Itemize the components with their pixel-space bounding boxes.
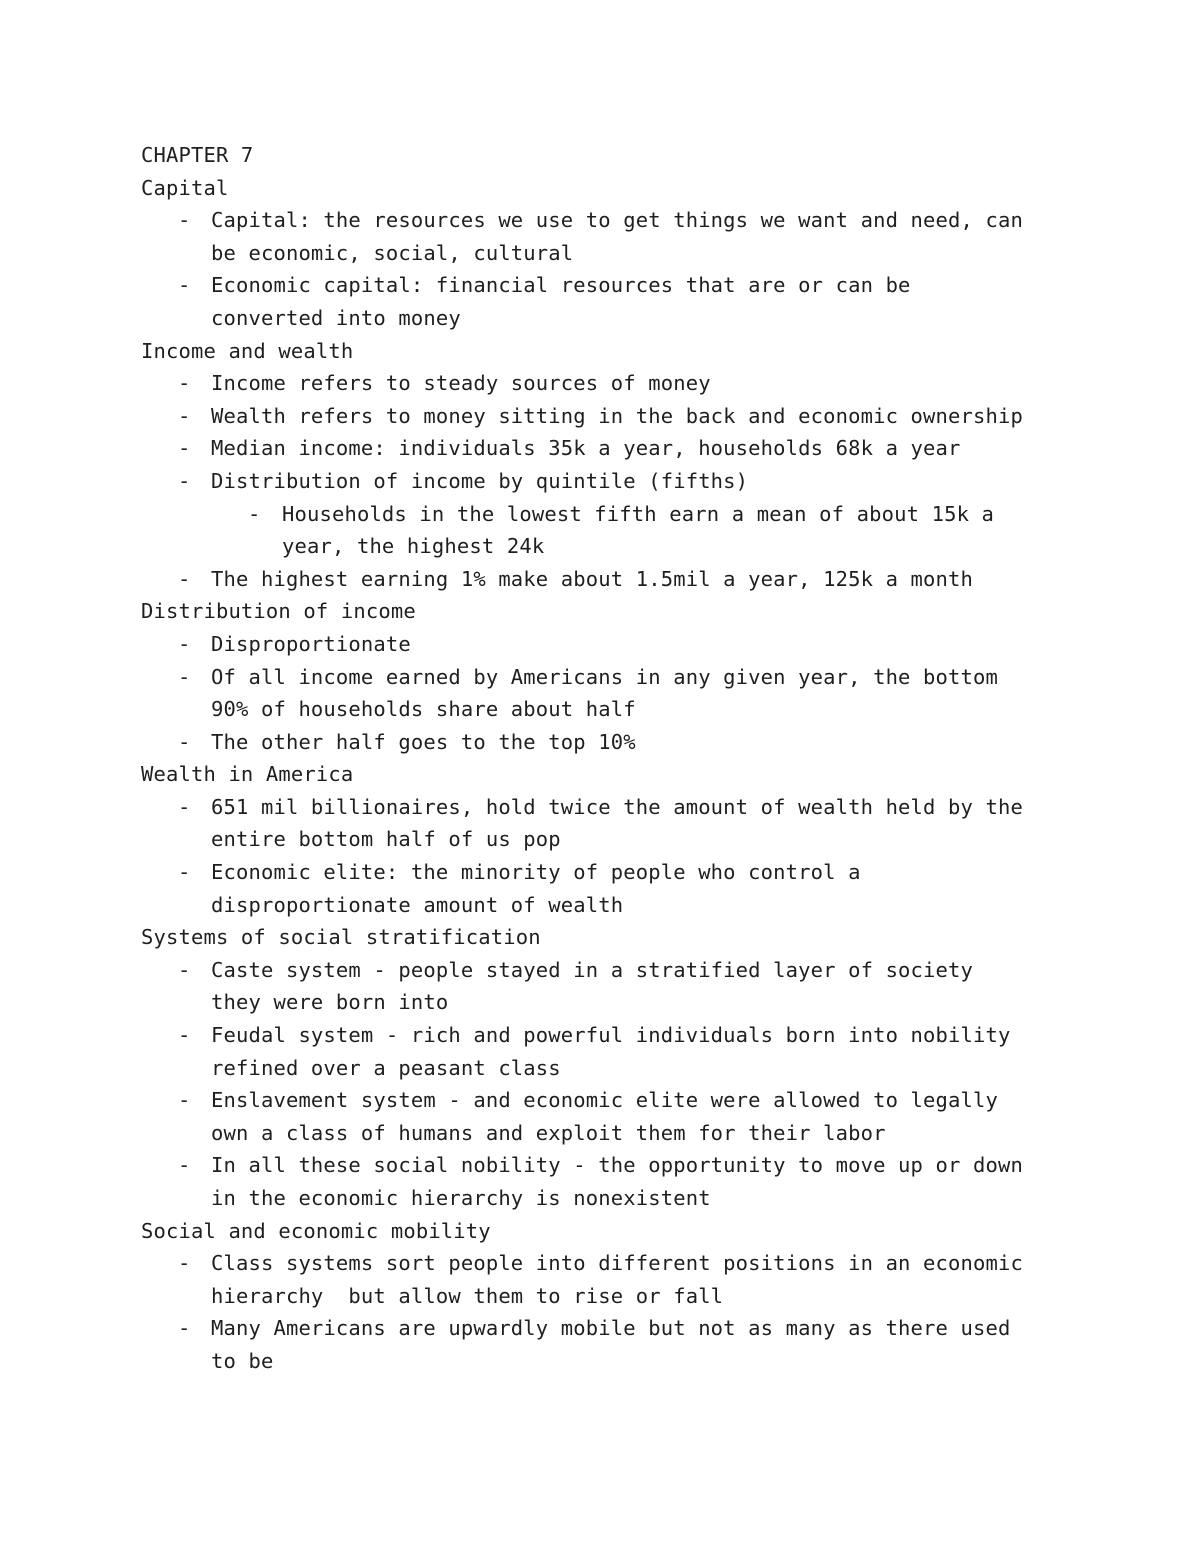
bullet-text: Wealth refers to money sitting in the back and economic ownership bbox=[211, 403, 1023, 428]
bullet-text: they were born into bbox=[211, 990, 449, 1015]
bullet-line bbox=[141, 1019, 1071, 1052]
bullet-line bbox=[141, 1084, 1071, 1117]
bullet-line bbox=[141, 302, 1071, 335]
section-heading: Wealth in America bbox=[141, 762, 354, 787]
bullet-line bbox=[141, 269, 1071, 302]
bullet-text: Feudal system - rich and powerful individuals born into nobility bbox=[211, 1023, 1011, 1048]
document-body bbox=[141, 139, 1071, 1378]
bullet-line bbox=[141, 432, 1071, 465]
bullet-line bbox=[141, 1117, 1071, 1150]
bullet-text: 651 mil billionaires, hold twice the amount of wealth held by the bbox=[211, 794, 1023, 819]
bullet-dash: - bbox=[178, 436, 191, 461]
bullet-line bbox=[141, 954, 1071, 987]
bullet-text: The highest earning 1% make about 1.5mil a year, 125k a month bbox=[211, 566, 974, 591]
bullet-text: entire bottom half of us pop bbox=[211, 827, 561, 852]
bullet-dash: - bbox=[178, 1316, 191, 1341]
bullet-line bbox=[141, 367, 1071, 400]
bullet-line bbox=[141, 693, 1071, 726]
bullet-text: Median income: individuals 35k a year, households 68k a year bbox=[211, 436, 961, 461]
section-heading: Systems of social stratification bbox=[141, 925, 541, 950]
bullet-line bbox=[141, 237, 1071, 270]
bullet-dash: - bbox=[178, 371, 191, 396]
bullet-dash: - bbox=[178, 860, 191, 885]
bullet-dash: - bbox=[178, 729, 191, 754]
bullet-text: Enslavement system - and economic elite were allowed to legally bbox=[211, 1088, 998, 1113]
bullet-dash: - bbox=[178, 1251, 191, 1276]
bullet-line bbox=[141, 1149, 1071, 1182]
bullet-line bbox=[141, 856, 1071, 889]
bullet-line bbox=[141, 726, 1071, 759]
bullet-dash: - bbox=[178, 631, 191, 656]
bullet-text: 90% of households share about half bbox=[211, 697, 636, 722]
bullet-text: Economic capital: financial resources that are or can be bbox=[211, 273, 911, 298]
bullet-text: Capital: the resources we use to get things we want and need, can bbox=[211, 208, 1023, 233]
bullet-text: Class systems sort people into different positions in an economic bbox=[211, 1251, 1023, 1276]
bullet-dash: - bbox=[248, 501, 261, 526]
bullet-line bbox=[141, 791, 1071, 824]
bullet-text: hierarchy but allow them to rise or fall bbox=[211, 1283, 724, 1308]
bullet-dash: - bbox=[178, 794, 191, 819]
bullet-text: disproportionate amount of wealth bbox=[211, 892, 624, 917]
bullet-dash: - bbox=[178, 1153, 191, 1178]
bullet-dash: - bbox=[178, 1023, 191, 1048]
section-heading: Income and wealth bbox=[141, 338, 354, 363]
bullet-line bbox=[141, 1247, 1071, 1280]
bullet-text: Economic elite: the minority of people who control a bbox=[211, 860, 861, 885]
bullet-dash: - bbox=[178, 664, 191, 689]
bullet-dash: - bbox=[178, 566, 191, 591]
bullet-text: Many Americans are upwardly mobile but not as many as there used bbox=[211, 1316, 1011, 1341]
bullet-line bbox=[141, 563, 1071, 596]
bullet-line bbox=[141, 1280, 1071, 1313]
section-heading: Distribution of income bbox=[141, 599, 416, 624]
sub-bullet-line bbox=[141, 530, 1071, 563]
bullet-text: Income refers to steady sources of money bbox=[211, 371, 711, 396]
bullet-line bbox=[141, 823, 1071, 856]
bullet-text: The other half goes to the top 10% bbox=[211, 729, 636, 754]
bullet-line bbox=[141, 1345, 1071, 1378]
bullet-text: to be bbox=[211, 1348, 274, 1373]
bullet-line bbox=[141, 204, 1071, 237]
bullet-dash: - bbox=[178, 403, 191, 428]
bullet-dash: - bbox=[178, 468, 191, 493]
bullet-line bbox=[141, 986, 1071, 1019]
bullet-dash: - bbox=[178, 208, 191, 233]
bullet-text: converted into money bbox=[211, 305, 461, 330]
bullet-dash: - bbox=[178, 1088, 191, 1113]
bullet-line bbox=[141, 889, 1071, 922]
bullet-line bbox=[141, 465, 1071, 498]
bullet-text: refined over a peasant class bbox=[211, 1055, 561, 1080]
bullet-line bbox=[141, 628, 1071, 661]
bullet-text: In all these social nobility - the opportunity to move up or down bbox=[211, 1153, 1023, 1178]
bullet-line bbox=[141, 1182, 1071, 1215]
bullet-text: own a class of humans and exploit them for their labor bbox=[211, 1120, 886, 1145]
bullet-text: be economic, social, cultural bbox=[211, 240, 574, 265]
bullet-text: Households in the lowest fifth earn a mean of about 15k a bbox=[282, 501, 995, 526]
bullet-text: Of all income earned by Americans in any given year, the bottom bbox=[211, 664, 998, 689]
bullet-dash: - bbox=[178, 273, 191, 298]
bullet-line bbox=[141, 661, 1071, 694]
bullet-text: year, the highest 24k bbox=[282, 534, 545, 559]
section-heading: Capital bbox=[141, 175, 229, 200]
bullet-text: Distribution of income by quintile (fifths) bbox=[211, 468, 749, 493]
bullet-line bbox=[141, 1312, 1071, 1345]
bullet-text: Disproportionate bbox=[211, 631, 411, 656]
sub-bullet-line bbox=[141, 498, 1071, 531]
section-heading: Social and economic mobility bbox=[141, 1218, 491, 1243]
bullet-text: in the economic hierarchy is nonexistent bbox=[211, 1186, 711, 1210]
bullet-text: Caste system - people stayed in a stratified layer of society bbox=[211, 957, 974, 982]
bullet-dash: - bbox=[178, 957, 191, 982]
bullet-line bbox=[141, 1052, 1071, 1085]
bullet-line bbox=[141, 400, 1071, 433]
chapter-title: CHAPTER 7 bbox=[141, 143, 254, 167]
